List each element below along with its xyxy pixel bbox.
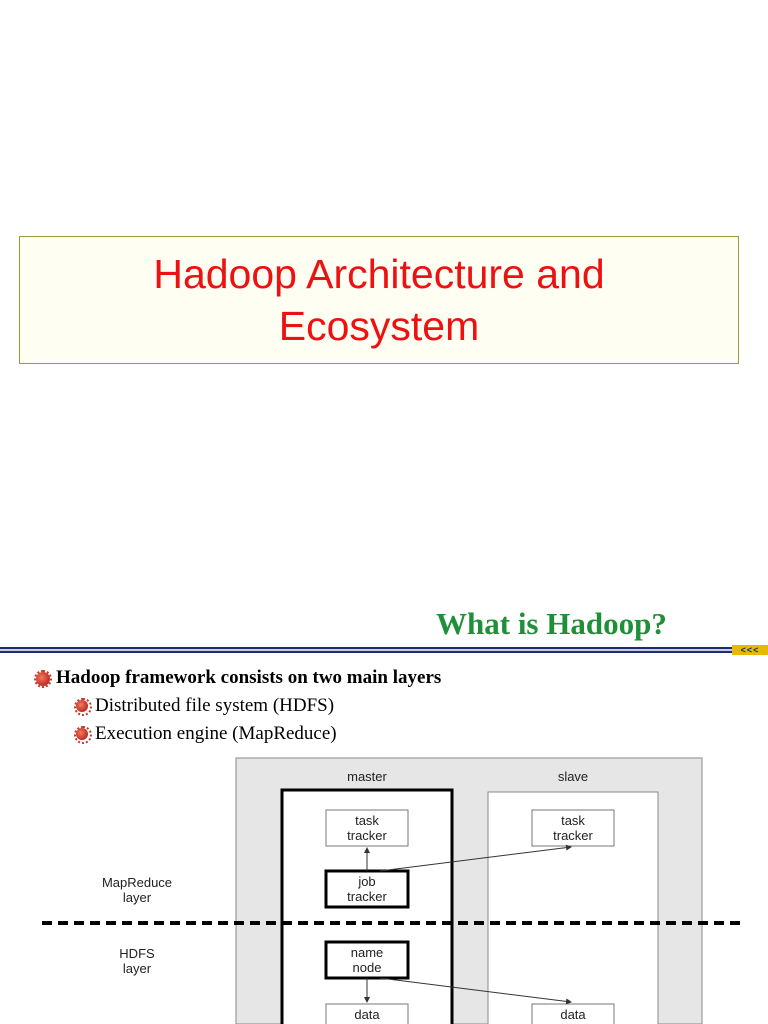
bullet-mapreduce: Execution engine (MapReduce) xyxy=(95,723,337,744)
slave-task-tracker-label: task tracker xyxy=(553,813,593,843)
bullet-icon xyxy=(36,672,50,686)
bullet-main: Hadoop framework consists on two main layers xyxy=(56,667,442,688)
master-label: master xyxy=(347,769,387,784)
title-rule xyxy=(0,646,768,654)
nav-marks: <<< xyxy=(732,645,768,655)
hdfs-layer-label: HDFS layer xyxy=(119,946,155,976)
slide2-title: What is Hadoop? xyxy=(436,606,667,641)
slave-label: slave xyxy=(557,769,589,784)
master-data-node-label: data xyxy=(354,1007,380,1022)
bullet-icon xyxy=(76,700,88,712)
mapreduce-layer-label: MapReduce layer xyxy=(101,875,173,905)
job-tracker-label: job tracker xyxy=(347,874,387,904)
slave-data-node-label: data xyxy=(560,1007,586,1022)
master-task-tracker-label: task tracker xyxy=(347,813,387,843)
title-box xyxy=(19,236,739,364)
name-node-label: name node xyxy=(350,945,384,975)
bullet-hdfs: Distributed file system (HDFS) xyxy=(95,695,335,716)
slide-title: Hadoop Architecture and Ecosystem xyxy=(153,251,605,349)
architecture-diagram xyxy=(0,750,768,1024)
bullet-icon xyxy=(76,728,88,740)
